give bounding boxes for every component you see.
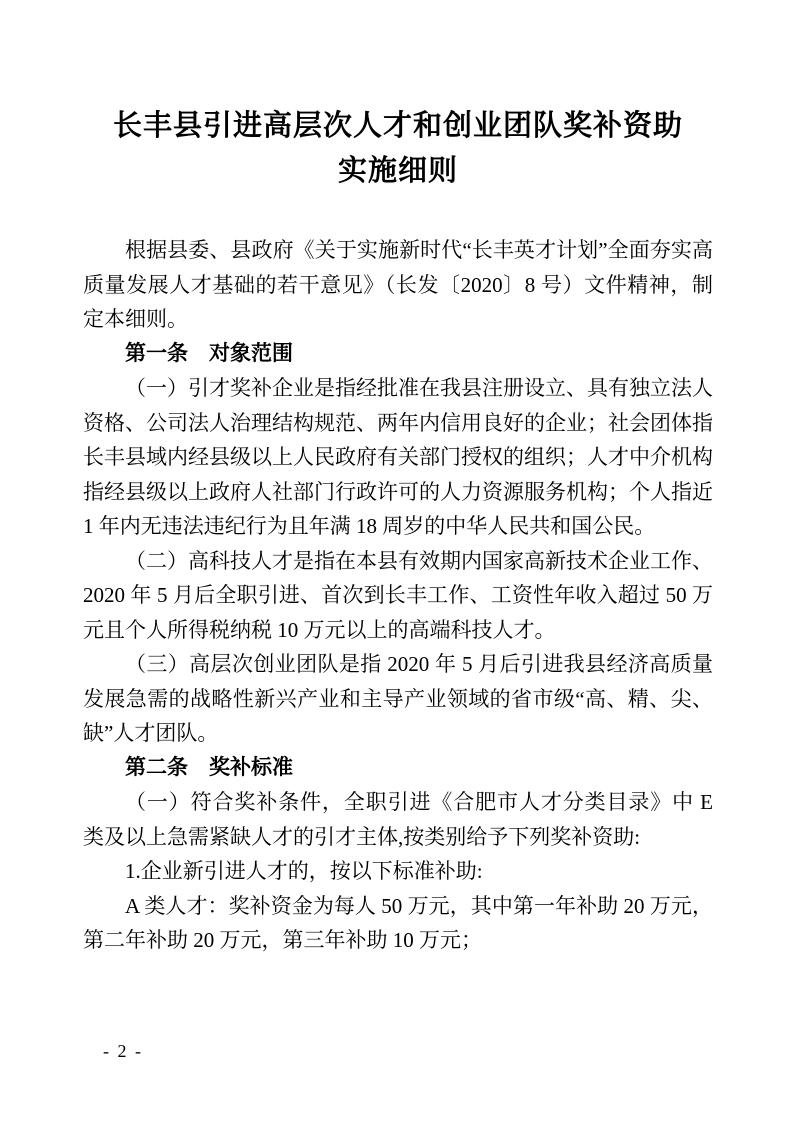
- paragraph-article1-item1: （一）引才奖补企业是指经批准在我县注册设立、具有独立法人资格、公司法人治理结构规范、两年内信用良好的企业；社会团体指长丰县域内经县级以上人民政府有关部门授权的组织；人才中介机构指经县级以上政府人社部门行政许可的人力资源服务机构；个人指近 1 年内无违法违纪行为且年满 18 周岁的中华人民共和国公民。: [83, 376, 713, 538]
- paragraph-article2-sub1: 1.企业新引进人才的，按以下标准补助:: [125, 859, 483, 883]
- paragraph-article1-item3: （三）高层次创业团队是指 2020 年 5 月后引进我县经济高质量发展急需的战略性新兴产业和主导产业领域的省市级“高、精、尖、缺”人才团队。: [83, 652, 713, 745]
- paragraph-article1-item2: （二）高科技人才是指在本县有效期内国家高新技术企业工作、2020 年 5 月后全职引进、首次到长丰工作、工资性年收入超过 50 万元且个人所得税纳税 10 万元以上的高端科技人才。: [83, 548, 713, 642]
- section-heading-article2: 第二条 奖补标准: [125, 755, 293, 779]
- paragraph-article2-classA: A 类人才：奖补资金为每人 50 万元，其中第一年补助 20 万元，第二年补助 20 万元，第三年补助 10 万元；: [83, 893, 713, 952]
- doc-title-line2: 实施细则: [337, 155, 458, 187]
- doc-title-line1: 长丰县引进高层次人才和创业团队奖补资助: [112, 110, 683, 142]
- section-heading-article1: 第一条 对象范围: [125, 341, 293, 365]
- paragraph-article2-item1: （一）符合奖补条件，全职引进《合肥市人才分类目录》中 E 类及以上急需紧缺人才的引才主体,按类别给予下列奖补资助:: [83, 790, 713, 849]
- page-number: - 2 -: [103, 1041, 143, 1061]
- doc-title: [83, 0, 713, 194]
- doc-body: [83, 233, 713, 958]
- paragraph-intro: 根据县委、县政府《关于实施新时代“长丰英才计划”全面夯实高质量发展人才基础的若干意见》（长发〔2020〕8 号）文件精神，制定本细则。: [83, 238, 713, 331]
- page-content: [83, 0, 713, 958]
